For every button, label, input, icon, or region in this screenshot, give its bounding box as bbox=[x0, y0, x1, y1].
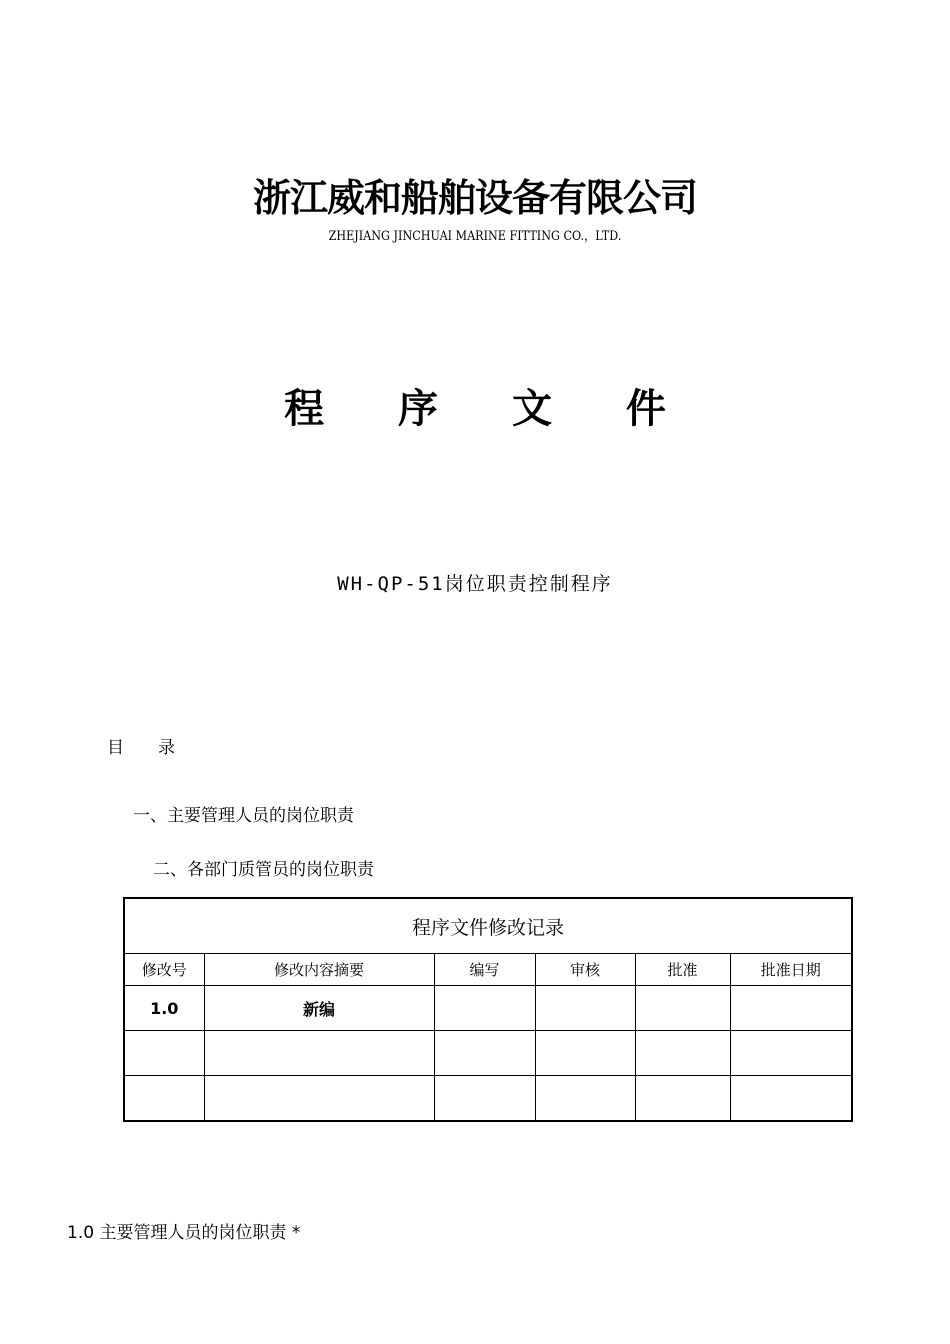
document-type-title: 程 序 文 件 bbox=[284, 386, 696, 432]
table-cell bbox=[730, 986, 852, 1031]
toc-item[interactable]: 二、各部门质管员的岗位职责 bbox=[153, 860, 374, 880]
table-row bbox=[124, 1076, 852, 1122]
table-cell bbox=[434, 1031, 535, 1076]
table-cell: 1.0 bbox=[124, 986, 204, 1031]
table-cell bbox=[434, 1076, 535, 1122]
table-cell bbox=[535, 986, 635, 1031]
column-header: 批准日期 bbox=[730, 954, 852, 986]
revision-record-table bbox=[123, 897, 853, 1122]
table-cell bbox=[635, 1031, 730, 1076]
column-header: 批准 bbox=[635, 954, 730, 986]
table-row bbox=[124, 986, 852, 1031]
table-cell bbox=[124, 1076, 204, 1122]
company-name-cn: 浙江威和船舶设备有限公司 bbox=[252, 176, 697, 220]
table-cell bbox=[730, 1076, 852, 1122]
table-cell bbox=[635, 1076, 730, 1122]
column-header: 编写 bbox=[434, 954, 535, 986]
section-heading: 1.0 主要管理人员的岗位职责 * bbox=[67, 1223, 301, 1243]
table-cell bbox=[535, 1076, 635, 1122]
table-cell: 新编 bbox=[204, 986, 434, 1031]
column-header: 修改号 bbox=[124, 954, 204, 986]
toc-title-char-2: 录 bbox=[158, 738, 175, 758]
toc-title bbox=[107, 736, 175, 760]
table-cell bbox=[124, 1031, 204, 1076]
table-header-row bbox=[124, 954, 852, 986]
column-header: 修改内容摘要 bbox=[204, 954, 434, 986]
table-row bbox=[124, 1031, 852, 1076]
table-caption: 程序文件修改记录 bbox=[124, 898, 852, 954]
table-cell bbox=[204, 1076, 434, 1122]
document-code-title: WH-QP-51岗位职责控制程序 bbox=[337, 573, 613, 595]
company-name-en: ZHEJIANG JINCHUAI MARINE FITTING CO.，LTD. bbox=[328, 229, 622, 244]
table-cell bbox=[535, 1031, 635, 1076]
table-cell bbox=[730, 1031, 852, 1076]
toc-title-char-1: 目 bbox=[107, 738, 124, 758]
table-cell bbox=[635, 986, 730, 1031]
column-header: 审核 bbox=[535, 954, 635, 986]
table-cell bbox=[434, 986, 535, 1031]
toc-item[interactable]: 一、主要管理人员的岗位职责 bbox=[133, 806, 354, 826]
table-cell bbox=[204, 1031, 434, 1076]
